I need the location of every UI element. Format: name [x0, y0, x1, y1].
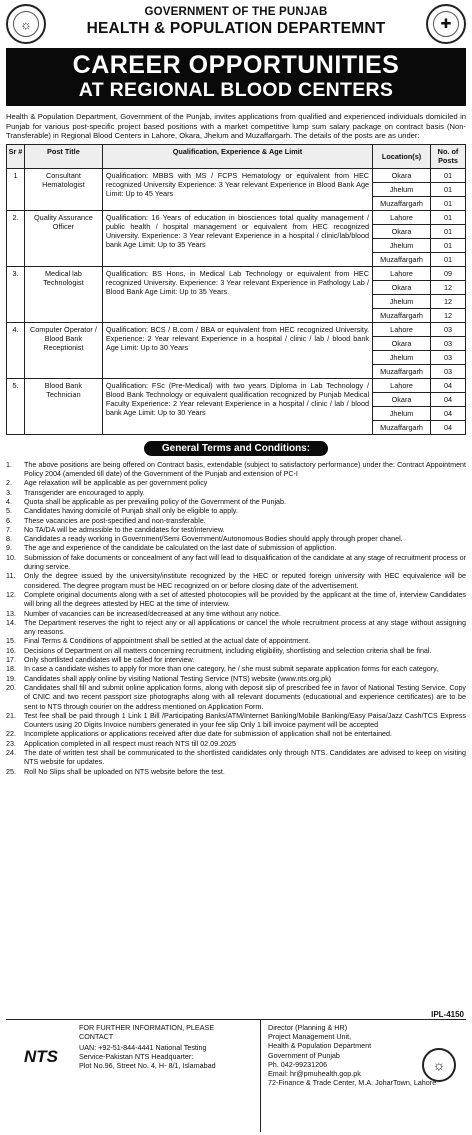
cell-posts: 01: [431, 238, 466, 252]
ipl-code: IPL-4150: [431, 1010, 464, 1019]
punjab-seal-icon: ☼: [422, 1048, 456, 1082]
term-number: 18.: [6, 665, 16, 674]
term-item: [6, 656, 466, 665]
nts-plot: Plot No.96, Street No. 4, H- 8/1, Islamabad: [79, 1061, 216, 1071]
dept-name: Health & Population Department: [268, 1041, 372, 1051]
nts-hq: Service-Pakistan NTS Headquarter:: [79, 1052, 194, 1062]
term-text: The age and experience of the candidate be calculated on the last date of submission of appliction.: [24, 544, 337, 553]
posts-table: [6, 144, 466, 435]
term-text: Application completed in all respect must reach NTS till 02.09.2025: [24, 739, 236, 748]
term-item: [6, 647, 466, 656]
footer: [6, 1019, 466, 1131]
term-text: Submission of fake documents or concealment of any fact will lead to disqualification of the candidate at any stage of recruitment process or during service.: [24, 553, 466, 572]
cell-sr: 5.: [7, 378, 25, 434]
term-item: [6, 554, 466, 573]
term-number: 1.: [6, 460, 12, 469]
header-posts: No. of Posts: [431, 144, 466, 168]
term-item: [6, 544, 466, 553]
term-text: Only shortlisted candidates will be called for interview.: [24, 656, 195, 665]
cell-location: Okara: [373, 336, 431, 350]
term-number: 23.: [6, 739, 16, 748]
term-text: The above positions are being offered on Contract basis, extendable (subject to satisfactory performance) under the: Contract Appointment Policy 2004 (amended till date) of the Government of the Punjab and extension of PC-I: [24, 460, 466, 479]
cell-post-title: Consultant Hematologist: [24, 168, 102, 210]
cell-qualification: Qualification: BCS / B.com / BBA or equivalent from HEC recognized University. Experience: 2 Year relevant Experience in a hospital / clinic / lab / blood bank Age Limit: Up to 30 Years: [102, 322, 372, 378]
cell-location: Jhelum: [373, 294, 431, 308]
contact-heading: [79, 1023, 254, 1041]
term-item: [6, 712, 466, 731]
term-text: Decisions of Department on all matters concerning recruitment, including eligibility, shortlisting and selection criteria shall be final.: [24, 646, 432, 655]
term-number: 4.: [6, 497, 12, 506]
cell-qualification: Qualification: 16 Years of education in biosciences total quality management / public health / hospital management or equivalent from HEC recognized University. Experience: 3 Year relevant Experience in a hospital / clinic/lab/blood bank Age Limit: Up to 35 Years: [102, 210, 372, 266]
cell-sr: 4.: [7, 322, 25, 378]
term-item: [6, 749, 466, 768]
cell-posts: 01: [431, 182, 466, 196]
table-header-row: [7, 144, 466, 168]
term-number: 8.: [6, 535, 12, 544]
term-item: [6, 489, 466, 498]
term-text: Candidates having domicile of Punjab shall only be eligible to apply.: [24, 507, 238, 516]
term-text: Incomplete applications or applications received after due date for submission of application shall not be entertained.: [24, 730, 392, 739]
term-item: [6, 675, 466, 684]
term-item: [6, 610, 466, 619]
header-location: Location(s): [373, 144, 431, 168]
term-item: [6, 479, 466, 488]
term-text: Quota shall be applicable as per prevailing policy of the Government of the Punjab.: [24, 497, 286, 506]
phone: Ph. 042-99231206: [268, 1059, 328, 1069]
cell-posts: 03: [431, 336, 466, 350]
department-title: HEALTH & POPULATION DEPARTEMNT: [86, 20, 386, 37]
email: Email: hr@pmuhealth.gop.pk: [268, 1069, 361, 1079]
term-item: [6, 591, 466, 610]
term-text: Number of vacancies can be increased/decreased at any time without any notice.: [24, 609, 281, 618]
career-banner: [6, 48, 466, 106]
cell-location: Muzaffargarh: [373, 308, 431, 322]
term-text: Transgender are encouraged to apply.: [24, 488, 145, 497]
header-sr: Sr #: [7, 144, 25, 168]
term-number: 21.: [6, 711, 16, 720]
term-text: Roll No Slips shall be uploaded on NTS website before the test.: [24, 767, 225, 776]
cell-posts: 09: [431, 266, 466, 280]
term-item: [6, 535, 466, 544]
nts-logo-icon: [12, 1040, 70, 1074]
term-number: 25.: [6, 767, 16, 776]
header-post-title: Post Title: [24, 144, 102, 168]
cell-location: Muzaffargarh: [373, 364, 431, 378]
director-title: Director (Planning & HR): [268, 1023, 348, 1032]
department-seal-icon: ✚: [426, 4, 466, 44]
cell-post-title: Quality Assurance Officer: [24, 210, 102, 266]
cell-location: Lahore: [373, 266, 431, 280]
term-text: Age relaxation will be applicable as per government policy: [24, 479, 208, 488]
term-number: 7.: [6, 525, 12, 534]
cell-posts: 01: [431, 168, 466, 182]
cell-location: Lahore: [373, 378, 431, 392]
cell-posts: 01: [431, 210, 466, 224]
term-item: [6, 637, 466, 646]
cell-qualification: Qualification: BS Hons, in Medical Lab Technology or equivalent from HEC recognized University. Experience: 3 Year relevant Experience in Pathology Lab / Blood Bank Age Limit: Up to 35 Years.: [102, 266, 372, 322]
term-number: 19.: [6, 674, 16, 683]
term-number: 6.: [6, 516, 12, 525]
gov-name: Government of Punjab: [268, 1050, 340, 1060]
cell-posts: 04: [431, 406, 466, 420]
cell-post-title: Medical lab Technologist: [24, 266, 102, 322]
term-item: [6, 572, 466, 591]
term-text: Final Terms & Conditions of appointment shall be settled at the actual date of appointment.: [24, 637, 311, 646]
cell-posts: 03: [431, 364, 466, 378]
term-item: [6, 740, 466, 749]
term-number: 24.: [6, 748, 16, 757]
term-number: 2.: [6, 479, 12, 488]
cell-location: Muzaffargarh: [373, 420, 431, 434]
cell-location: Lahore: [373, 322, 431, 336]
term-item: [6, 526, 466, 535]
term-number: 22.: [6, 730, 16, 739]
term-number: 11.: [6, 572, 16, 581]
cell-post-title: Blood Bank Technician: [24, 378, 102, 434]
term-text: Candidates a ready working in Government/Semi Government/Autonomous Bodies should apply through proper chanel.: [24, 535, 403, 544]
cell-sr: 2.: [7, 210, 25, 266]
term-item: [6, 665, 466, 674]
cell-posts: 04: [431, 420, 466, 434]
table-row: [7, 378, 466, 392]
cell-location: Jhelum: [373, 238, 431, 252]
term-item: [6, 684, 466, 712]
cell-posts: 12: [431, 294, 466, 308]
term-text: No TA/DA will be admissible to the candidates for test/interview.: [24, 525, 225, 534]
term-item: [6, 619, 466, 638]
cell-sr: 1: [7, 168, 25, 210]
term-text: Candidates shall apply online by visiting National Testing Service (NTS) website (www.nts.org.pk): [24, 674, 332, 683]
term-item: [6, 507, 466, 516]
term-number: 3.: [6, 488, 12, 497]
cell-location: Okara: [373, 280, 431, 294]
term-number: 14.: [6, 618, 16, 627]
cell-location: Muzaffargarh: [373, 252, 431, 266]
cell-posts: 12: [431, 308, 466, 322]
term-number: 15.: [6, 637, 16, 646]
cell-location: Jhelum: [373, 350, 431, 364]
cell-post-title: Computer Operator / Blood Bank Receptionist: [24, 322, 102, 378]
cell-posts: 01: [431, 196, 466, 210]
table-row: [7, 322, 466, 336]
term-number: 20.: [6, 683, 16, 692]
government-title: GOVERNMENT OF THE PUNJAB: [144, 6, 328, 18]
cell-sr: 3.: [7, 266, 25, 322]
header: [0, 0, 472, 48]
cell-qualification: Qualification: MBBS with MS / FCPS Hematology or equivalent from HEC recognized University Experience: 3 Year relevant Experience in Blood Bank Age Limit: Up to 45 Years: [102, 168, 372, 210]
term-number: 17.: [6, 656, 16, 665]
term-text: Only the degree issued by the university/institute recognized by the HEC or reputed foreign university with HEC equivalence will be considered. The degree program must be HEC recognized on or before closing date of the advertisement.: [24, 572, 466, 590]
contact-heading-line2: CONTACT: [79, 1032, 114, 1041]
cell-posts: 03: [431, 350, 466, 364]
punjab-seal-icon: ☼: [6, 4, 46, 44]
banner-title: CAREER OPPORTUNITIES: [72, 51, 400, 79]
term-number: 5.: [6, 507, 12, 516]
term-item: [6, 730, 466, 739]
term-text: Candidates shall fill and submit online application forms, along with deposit slip of prescribed fee in favor of National Testing Service. Copy of CNIC and two recent passport size photographs along with all relevant documents (educational and experience certificates) are to be sent to NTS through courier on the address mentioned on Application Form.: [24, 683, 466, 711]
term-text: In case a candidate wishes to apply for more than one category, he / she must submit separate application forms for each category,: [24, 665, 439, 674]
cell-location: Lahore: [373, 210, 431, 224]
term-number: 16.: [6, 646, 16, 655]
term-item: [6, 768, 466, 777]
cell-posts: 04: [431, 378, 466, 392]
term-text: Test fee shall be paid through 1 Link 1 Bill /Participating Banks/ATM/Internet Banking/Mobile Banking/Easy Paisa/Jazz Cash/TCS Express Counters using 20 Digits Invoice numbers generated in your fee slip Only 1 bill invoice payment will be accepted: [24, 711, 466, 730]
term-number: 10.: [6, 553, 16, 562]
term-item: [6, 517, 466, 526]
cell-location: Jhelum: [373, 182, 431, 196]
banner-subtitle: AT REGIONAL BLOOD CENTERS: [78, 79, 394, 101]
cell-location: Okara: [373, 224, 431, 238]
cell-qualification: Qualification: FSc (Pre-Medical) with two years Diploma in Lab Technology / Blood Bank Technology or equivalent qualification recognized by Punjab Medical Faculty Experience: 2 Year relevant Experience in a hospital / clinic / lab / blood bank Age Limit: Up to 30 Years: [102, 378, 372, 434]
table-row: [7, 266, 466, 280]
term-text: The date of written test shall be communicated to the shortlisted candidates only through NTS. Candidates are advised to keep on visiting NTS website for updates.: [24, 748, 466, 767]
cell-posts: 01: [431, 224, 466, 238]
term-text: These vacancies are post-specified and non-transferable.: [24, 516, 206, 525]
header-qualification: Qualification, Experience & Age Limit: [102, 144, 372, 168]
term-number: 13.: [6, 609, 16, 618]
nts-contact-block: [6, 1020, 261, 1132]
term-number: 9.: [6, 544, 12, 553]
term-item: [6, 461, 466, 480]
intro-paragraph: Health & Population Department, Government of the Punjab, invites applications from qualified and experienced individuals domiciled in Punjab for various post-specific project based positions with a market competitive lump sum salary package on contract basis (Non-Transferable) in Regional Blood Centers in Lahore, Okara, Jhelum and Muzaffargarh. The details of the posts are as under:: [6, 112, 466, 141]
contact-heading-line1: FOR FURTHER INFORMATION, PLEASE: [79, 1023, 215, 1032]
posts-table-body: [7, 168, 466, 434]
term-item: [6, 498, 466, 507]
cell-posts: 04: [431, 392, 466, 406]
cell-posts: 12: [431, 280, 466, 294]
nts-uan: UAN: +92-51-844-4441 National Testing: [79, 1043, 207, 1052]
terms-heading: General Terms and Conditions:: [144, 441, 328, 456]
cell-posts: 01: [431, 252, 466, 266]
nts-logo-text: NTS: [24, 1047, 58, 1066]
nts-address: [79, 1043, 259, 1071]
term-text: The Department reserves the right to reject any or all applications or cancel the whole recruitment process at any stage without assigning any reasons.: [24, 618, 466, 637]
cell-location: Jhelum: [373, 406, 431, 420]
address: 72-Finance & Trade Center, M.A. JoharTown, Lahore: [268, 1078, 437, 1088]
cell-location: Muzaffargarh: [373, 196, 431, 210]
table-row: [7, 210, 466, 224]
term-text: Complete original documents along with a set of attested photocopies will be provided by the applicant at the time of, interview Candidates will bring all the degrees attested by HEC at the time of interview.: [24, 590, 466, 609]
pmu-name: Project Management Unit,: [268, 1032, 352, 1042]
term-number: 12.: [6, 590, 16, 599]
cell-location: Okara: [373, 168, 431, 182]
cell-location: Okara: [373, 392, 431, 406]
terms-list: [6, 461, 466, 777]
cell-posts: 03: [431, 322, 466, 336]
table-row: [7, 168, 466, 182]
